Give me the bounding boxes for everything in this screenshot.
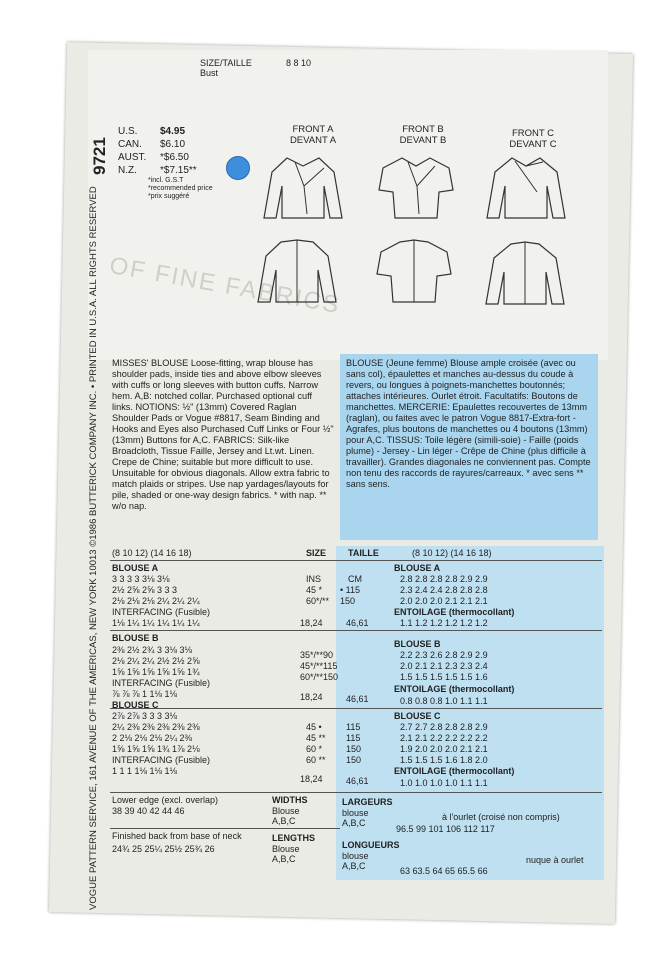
header-size: SIZE (306, 548, 327, 558)
block-b-interfacing-width: 18,24 (300, 692, 323, 702)
divider (110, 630, 602, 631)
block-a-unit-fr: 150 (340, 596, 356, 606)
block-b-row-fr: 2.0 2.1 2.1 2.3 2.3 2.4 (400, 661, 488, 671)
block-a-entoilage-row: 1.1 1.2 1.2 1.2 1.2 1.2 (400, 618, 488, 628)
largeurs-values: 96.5 99 101 106 112 117 (396, 824, 495, 834)
block-c-interfacing: INTERFACING (Fusible) (112, 755, 211, 765)
block-a-unit: 60*/** (306, 596, 330, 606)
largeurs-note: à l'ourlet (croisé non compris) (442, 812, 560, 822)
pattern-number: 9721 (90, 137, 109, 175)
block-c-entoilage-width: 46,61 (346, 776, 369, 786)
block-c-entoilage: ENTOILAGE (thermocollant) (394, 766, 515, 776)
block-a-interfacing: INTERFACING (Fusible) (112, 607, 211, 617)
block-b-row: 2⅛ 2¼ 2¼ 2½ 2½ 2⅝ (112, 656, 200, 666)
blouse-a-back-sketch (256, 236, 338, 308)
block-a-row-fr: 2.8 2.8 2.8 2.8 2.9 2.9 (400, 574, 488, 584)
block-c-row-fr: 2.7 2.7 2.8 2.8 2.8 2.9 (400, 722, 488, 732)
figure-label-c: FRONT C DEVANT C (509, 128, 557, 150)
price-row: U.S. $4.95 (118, 126, 186, 137)
block-a-entoilage-width: 46,61 (346, 618, 369, 628)
block-b-title: BLOUSE B (112, 633, 159, 643)
block-b-interfacing: INTERFACING (Fusible) (112, 678, 211, 688)
largeurs-sub: blouse A,B,C (342, 808, 369, 828)
header-taille: TAILLE (348, 548, 379, 558)
block-b-unit: 60*/**150 (300, 672, 339, 682)
block-c-entoilage-row: 1.0 1.0 1.0 1.0 1.1 1.1 (400, 778, 488, 788)
header-sizes-en: (8 10 12) (14 16 18) (112, 548, 192, 558)
size-label: SIZE/TAILLE (200, 58, 252, 68)
block-a-unit-fr: CM (348, 574, 362, 584)
divider (110, 828, 340, 829)
blouse-b-front-sketch (375, 152, 457, 224)
size-values: 8 8 10 (286, 58, 312, 68)
block-c-interfacing-row: 1 1 1 1⅛ 1⅛ 1⅛ (112, 766, 178, 776)
divider (110, 708, 602, 709)
block-c-unit: 45 • (306, 722, 322, 732)
block-b-title-fr: BLOUSE B (394, 639, 441, 649)
block-c-unit-fr: 150 (346, 744, 362, 754)
price-list (118, 125, 238, 201)
lengths-caption: Finished back from base of neck (112, 831, 242, 841)
block-a-unit: 45 * (306, 585, 323, 595)
block-a-row-fr: 2.0 2.0 2.0 2.1 2.1 2.1 (400, 596, 488, 606)
block-a-title-fr: BLOUSE A (394, 563, 441, 573)
block-c-row: 2¼ 2⅜ 2⅜ 2⅜ 2⅜ 2⅜ (112, 722, 200, 732)
block-c-unit-fr: 150 (346, 755, 362, 765)
watermark-text: OF FINE FABRICS (107, 251, 343, 320)
header-sizes-fr: (8 10 12) (14 16 18) (412, 548, 492, 558)
block-c-row: 2⅞ 2⅞ 3 3 3 3⅛ (112, 711, 178, 721)
block-a-unit-fr: • 115 (340, 585, 360, 595)
color-sticker (226, 156, 250, 180)
price-row: N.Z. *$7.15** (118, 165, 197, 176)
figure-label-a: FRONT A DEVANT A (289, 124, 337, 146)
price-notes: *incl. G.S.T *recommended price *prix suggéré (148, 177, 213, 200)
price-row: CAN. $6.10 (118, 139, 186, 150)
figure-label-b: FRONT B DEVANT B (399, 124, 447, 146)
block-c-unit: 60 * (306, 744, 323, 754)
divider (110, 792, 602, 793)
longueurs-values: 63 63.5 64 65 65.5 66 (400, 866, 488, 876)
block-c-unit: 45 ** (306, 733, 326, 743)
block-b-entoilage-row: 0.8 0.8 0.8 1.0 1.1 1.1 (400, 696, 488, 706)
block-c-row-fr: 1.5 1.5 1.5 1.6 1.8 2.0 (400, 755, 488, 765)
block-c-unit: 60 ** (306, 755, 326, 765)
bust-label: Bust (200, 68, 219, 78)
block-b-row-fr: 2.2 2.3 2.6 2.8 2.9 2.9 (400, 650, 488, 660)
block-b-row-fr: 1.5 1.5 1.5 1.5 1.5 1.6 (400, 672, 488, 682)
block-c-unit-fr: 115 (346, 722, 361, 732)
block-c-interfacing-width: 18,24 (300, 774, 323, 784)
block-c-row-fr: 1.9 2.0 2.0 2.0 2.1 2.1 (400, 744, 488, 754)
block-a-row: 3 3 3 3 3⅛ 3⅛ (112, 574, 170, 584)
block-b-unit: 35*/**90 (300, 650, 334, 660)
block-b-unit: 45*/**115 (300, 661, 338, 671)
block-a-row: 2½ 2⅝ 2⅝ 3 3 3 (112, 585, 178, 595)
block-a-interfacing-width: 18,24 (300, 618, 323, 628)
block-a-row-fr: 2.3 2.4 2.4 2.8 2.8 2.8 (400, 585, 488, 595)
widths-title: WIDTHS (272, 795, 308, 805)
price-row: AUST. *$6.50 (118, 152, 189, 163)
lengths-sub: Blouse A,B,C (272, 844, 300, 864)
block-b-entoilage: ENTOILAGE (thermocollant) (394, 684, 515, 694)
block-c-title-fr: BLOUSE C (394, 711, 441, 721)
lengths-title: LENGTHS (272, 833, 316, 843)
block-c-row: 1⅝ 1⅝ 1⅝ 1¾ 1⅞ 2⅛ (112, 744, 200, 754)
block-a-title: BLOUSE A (112, 563, 159, 573)
block-b-row: 1⅝ 1⅝ 1⅝ 1⅝ 1⅝ 1¾ (112, 667, 200, 677)
longueurs-title: LONGUEURS (342, 840, 400, 850)
block-b-row: 2⅜ 2½ 2¾ 3 3⅛ 3⅛ (112, 645, 193, 655)
block-c-unit-fr: 115 (346, 733, 361, 743)
block-c-title: BLOUSE C (112, 700, 159, 710)
lengths-values: 24¾ 25 25¼ 25½ 25¾ 26 (112, 844, 215, 854)
block-b-entoilage-width: 46,61 (346, 694, 369, 704)
largeurs-title: LARGEURS (342, 797, 393, 807)
widths-sub: Blouse A,B,C (272, 806, 300, 826)
blouse-b-back-sketch (373, 236, 455, 308)
block-a-entoilage: ENTOILAGE (thermocollant) (394, 607, 515, 617)
widths-values: 38 39 40 42 44 46 (112, 806, 185, 816)
blouse-c-front-sketch (485, 152, 567, 224)
blouse-a-front-sketch (262, 152, 344, 224)
block-c-row-fr: 2.1 2.1 2.2 2.2 2.2 2.2 (400, 733, 488, 743)
blouse-c-back-sketch (484, 238, 566, 310)
divider (110, 560, 602, 561)
longueurs-sub: blouse A,B,C (342, 851, 369, 871)
longueurs-note: nuque à ourlet (526, 855, 584, 865)
description-french: BLOUSE (Jeune femme) Blouse ample croisée (avec ou sans col), épaulettes et manches au-dessus du coude à revers, ou longues à poignets-manchettes boutonnés; attaches intérieures. Ourlet étroit. Facultatifs: Boutons de manchettes. MERCERIE: Epaulettes recouvertes de 13mm (raglan), ou faites avec le patron Vogue 8817-Extra-fort - Agrafes, plus boutons de manchettes ou 4 boutons (13mm) pour A,C. TISSUS: Toile légère (simili-soie) - Faille (poids plume) - Jersey - Lin léger - Crêpe de Chine (plus difficile à travailler). Grandes diagonales ne conviennent pas. Compte non tenu des raccords de rayures/carreaux. * avec sens ** sans sens. (346, 358, 591, 489)
description-english: MISSES' BLOUSE Loose-fitting, wrap blouse has shoulder pads, inside ties and above elbow sleeves with cuffs or long sleeves with button cuffs. Narrow hem. A,B: notched collar. Purchased optional cuff links. NOTIONS: ½" (13mm) Covered Raglan Shoulder Pads or Vogue #8817, Seam Binding and Hooks and Eyes also Purchased Cuff Links or Four ½" (13mm) Buttons for A,C. FABRICS: Silk-like Broadcloth, Tissue Faille, Jersey and Lt.wt. Linen. Crepe de Chine; suitable but more difficult to use. Unsuitable for obvious diagonals. Allow extra fabric to match plaids or stripes. Use nap yardages/layouts for pile, shaded or one-way design fabrics. * with nap. ** w/o nap. (112, 358, 334, 511)
block-a-unit: INS (306, 574, 322, 584)
block-b-interfacing-row: ⅞ ⅞ ⅞ 1 1⅛ 1⅛ (112, 689, 178, 699)
block-a-row: 2⅛ 2⅛ 2⅛ 2¼ 2¼ 2¼ (112, 596, 200, 606)
block-c-row: 2 2⅛ 2⅛ 2⅛ 2¼ 2⅜ (112, 733, 193, 743)
block-a-interfacing-row: 1⅛ 1¼ 1¼ 1¼ 1¼ 1¼ (112, 618, 200, 628)
widths-caption: Lower edge (excl. overlap) (112, 795, 219, 805)
publisher-address: VOGUE PATTERN SERVICE, 161 AVENUE OF THE AMERICAS, NEW YORK 10013 ©1986 BUTTERICK COMPANY INC. • PRINTED IN U.S.A. ALL RIGHTS RESERVED (88, 186, 99, 910)
